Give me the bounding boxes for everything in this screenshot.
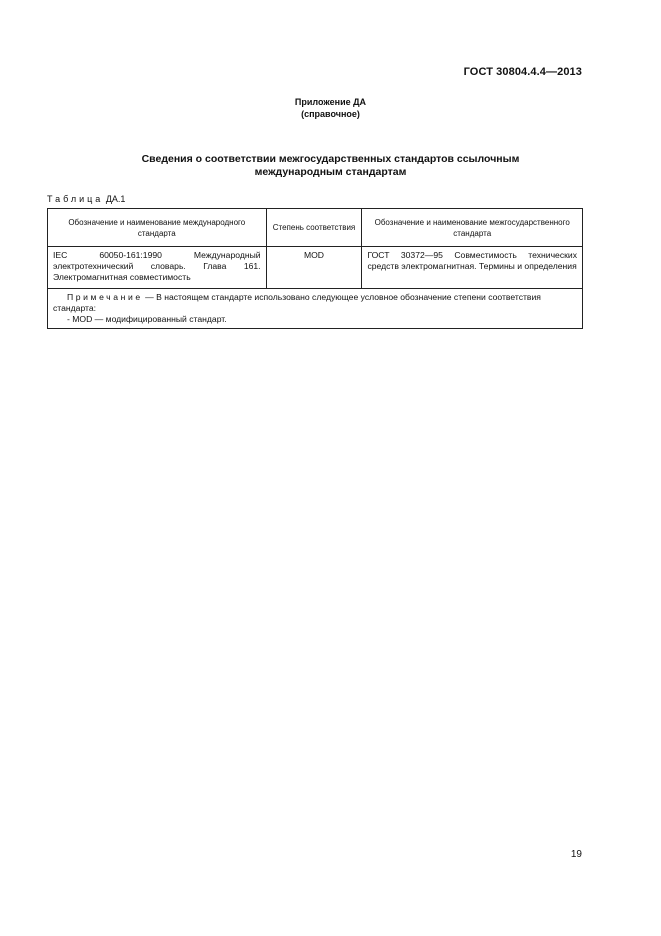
document-code: ГОСТ 30804.4.4—2013 [463, 66, 582, 78]
cell-interstate-standard: ГОСТ 30372—95 Совместимость технических средств электромагнитная. Термины и определения [362, 247, 583, 289]
header-international-standard: Обозначение и наименование международного стандарта [48, 209, 267, 247]
note-text-block [53, 292, 577, 314]
table-row [48, 247, 583, 289]
table-label-number: ДА.1 [105, 194, 126, 204]
table-header-row [48, 209, 583, 247]
cell-degree: MOD [266, 247, 362, 289]
table-note [48, 289, 583, 329]
table-label [47, 194, 125, 204]
appendix-title: Приложение ДА [294, 97, 367, 107]
correspondence-table [47, 208, 583, 329]
table-label-word: Таблица [47, 194, 104, 204]
section-title-line-1: Сведения о соответствии межгосударственных стандартов ссылочным [141, 153, 520, 165]
page-number: 19 [570, 849, 582, 860]
appendix-heading [0, 96, 661, 120]
note-heading: Примечание [67, 292, 143, 302]
section-title [0, 153, 661, 179]
note-text: — В настоящем стандарте использовано следующее условное обозначение степени соответствия стандарта: [53, 292, 541, 313]
cell-international-standard: IEC 60050-161:1990 Международный электротехнический словарь. Глава 161. Электромагнитная совместимость [48, 247, 267, 289]
note-item: - MOD — модифицированный стандарт. [67, 314, 227, 324]
appendix-subtitle: (справочное) [301, 109, 360, 119]
header-interstate-standard: Обозначение и наименование межгосударственного стандарта [362, 209, 583, 247]
header-degree-of-correspondence: Степень соответствия [266, 209, 362, 247]
section-title-line-2: международным стандартам [254, 166, 407, 178]
table-note-row [48, 289, 583, 329]
